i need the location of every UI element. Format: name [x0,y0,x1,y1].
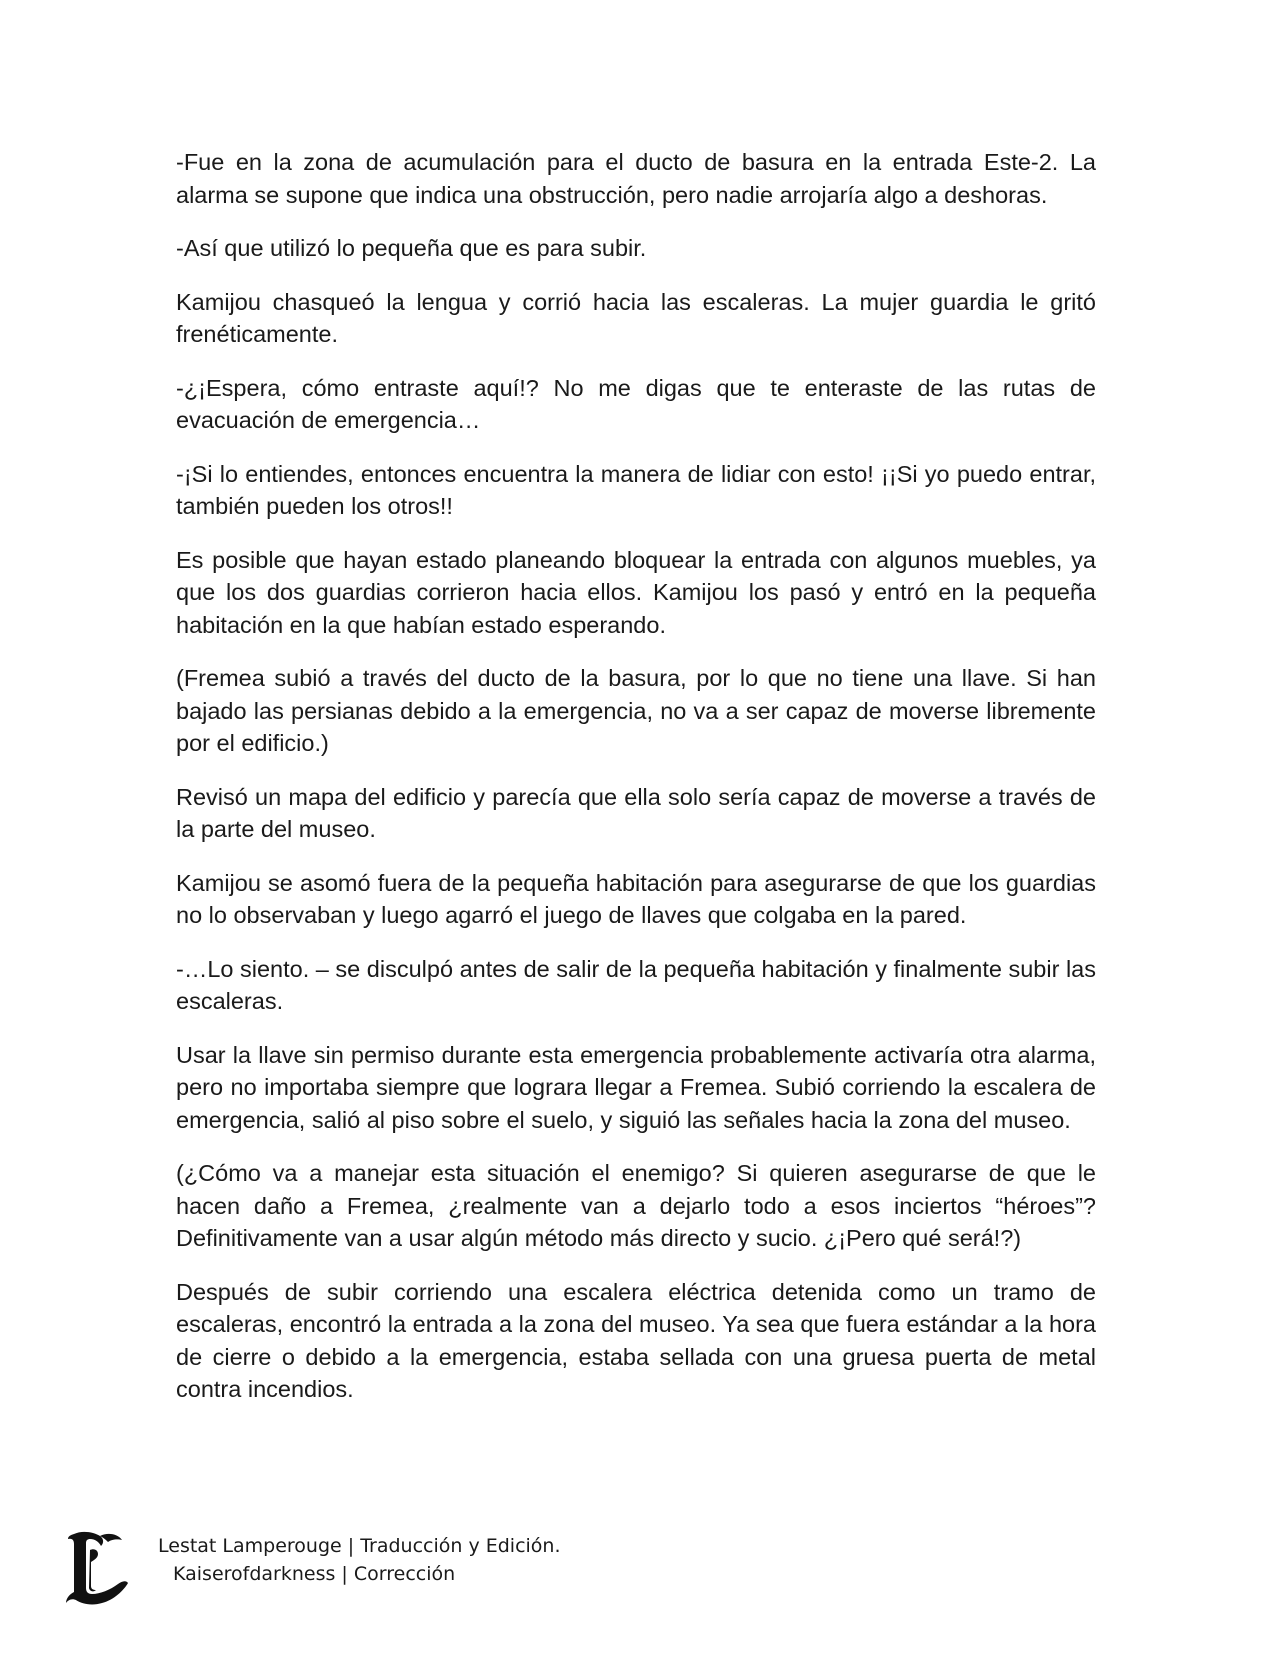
paragraph: -…Lo siento. – se disculpó antes de salir de la pequeña habitación y finalmente subir las escaleras. [176,955,1096,1014]
page-footer [64,1528,664,1618]
paragraph: Usar la llave sin permiso durante esta emergencia probablemente activaría otra alarma, pero no importaba siempre que lograra llegar a Fremea. Subió corriendo la escalera de emergencia, salió al piso sobre el suelo, y siguió las señales hacia la zona del museo. [176,1041,1096,1133]
paragraph: (Fremea subió a través del ducto de la basura, por lo que no tiene una llave. Si han bajado las persianas debido a la emergencia, no va a ser capaz de moverse libremente por el edificio.) [176,665,1096,756]
paragraph: Después de subir corriendo una escalera eléctrica detenida como un tramo de escaleras, encontró la entrada a la zona del museo. Ya sea que fuera estándar a la hora de cierre o debido a la emergencia, estaba sellada con una gruesa puerta de metal contra incendios. [176,1278,1096,1402]
credit-correction: Kaiserofdarkness | Corrección [173,1563,456,1585]
credits [158,1532,561,1588]
paragraph: Es posible que hayan estado planeando bloquear la entrada con algunos muebles, ya que los dos guardias corrieron hacia ellos. Kamijou los pasó y entró en la pequeña habitación en la que habían estado esperando. [176,546,1096,638]
gothic-letter-l-icon [64,1528,134,1608]
paragraph: -¡Si lo entiendes, entonces encuentra la manera de lidiar con esto! ¡¡Si yo puedo entrar, también pueden los otros!! [176,460,1096,519]
paragraph: -¿¡Espera, cómo entraste aquí!? No me digas que te enteraste de las rutas de evacuación de emergencia… [176,374,1096,433]
paragraph: Kamijou se asomó fuera de la pequeña habitación para asegurarse de que los guardias no lo observaban y luego agarró el juego de llaves que colgaba en la pared. [176,869,1096,928]
credit-translation: Lestat Lamperouge | Traducción y Edición. [158,1535,561,1557]
paragraph: Kamijou chasqueó la lengua y corrió hacia las escaleras. La mujer guardia le gritó frenéticamente. [176,288,1096,347]
document-body [176,146,1096,1427]
paragraph: -Fue en la zona de acumulación para el ducto de basura en la entrada Este-2. La alarma se supone que indica una obstrucción, pero nadie arrojaría algo a deshoras. [176,149,1096,208]
paragraph: -Así que utilizó lo pequeña que es para subir. [176,235,647,261]
paragraph: Revisó un mapa del edificio y parecía que ella solo sería capaz de moverse a través de la parte del museo. [176,783,1096,842]
paragraph: (¿Cómo va a manejar esta situación el enemigo? Si quieren asegurarse de que le hacen daño a Fremea, ¿realmente van a dejarlo todo a esos inciertos “héroes”? Definitivamente van a usar algún método más directo y sucio. ¿¡Pero qué será!?) [176,1160,1096,1251]
